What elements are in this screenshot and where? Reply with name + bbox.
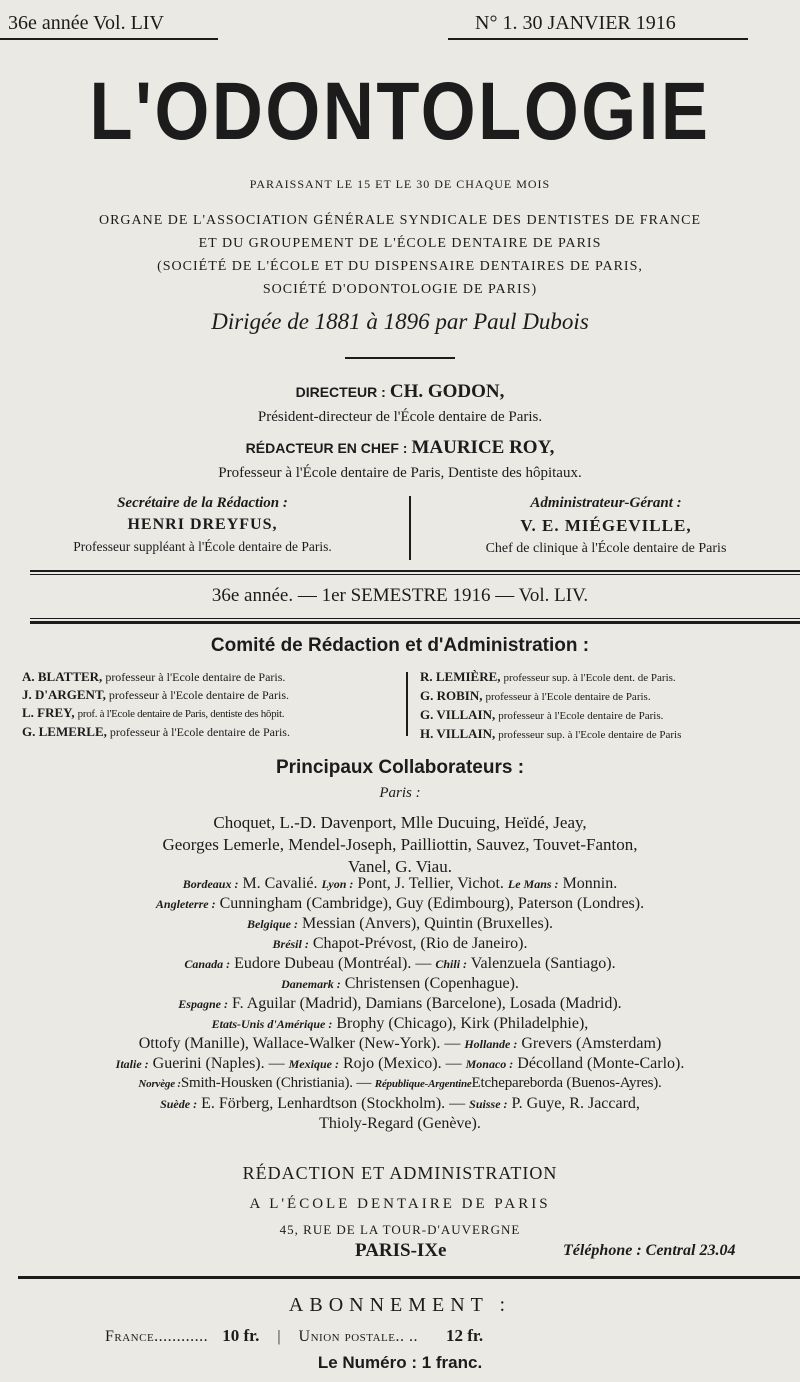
collab-line-angleterre: [0, 895, 800, 913]
comite-member-role: professeur à l'Ecole dentaire de Paris.: [108, 688, 289, 702]
collab-line-norvege: [0, 1075, 800, 1092]
organ-line-4: SOCIÉTÉ D'ODONTOLOGIE DE PARIS): [262, 282, 538, 297]
value-norvege: Smith-Housken (Christiania). —: [180, 1075, 372, 1091]
value-bordeaux: M. Cavalié.: [242, 875, 318, 892]
label-etats-unis: Etats-Unis d'Amérique :: [211, 1017, 333, 1031]
direction-divider: [409, 496, 411, 560]
comite-member-role: professeur à l'Ecole dentaire de Paris.: [485, 691, 651, 703]
comite-member: [22, 668, 290, 686]
label-belgique: Belgique :: [246, 917, 298, 931]
comite-member-role: professeur à l'Ecole dentaire de Paris.: [109, 725, 290, 739]
label-lyon: Lyon :: [321, 877, 354, 891]
redaction-address: 45, RUE DE LA TOUR-D'AUVERGNE: [279, 1222, 521, 1237]
comite-member-role: prof. à l'Ecole dentaire de Paris, dentiste des hôpit.: [77, 708, 285, 720]
label-italie: Italie :: [115, 1057, 149, 1071]
comite-member-name: G. LEMERLE,: [22, 724, 107, 739]
value-lyon: Pont, J. Tellier, Vichot.: [357, 875, 504, 892]
comite-member: [22, 686, 290, 704]
short-divider: [345, 357, 455, 359]
comite-member: [22, 704, 290, 723]
redaction-title: RÉDACTION ET ADMINISTRATION: [242, 1163, 558, 1183]
value-hollande: Grevers (Amsterdam): [521, 1035, 662, 1052]
collab-line-suisse-2: Thioly-Regard (Genève).: [319, 1115, 481, 1132]
value-angleterre: Cunningham (Cambridge), Guy (Edimbourg), Paterson (Londres).: [219, 895, 645, 912]
comite-title: Comité de Rédaction et d'Administration :: [210, 635, 590, 656]
collab-line-danemark: [0, 975, 800, 993]
abonnement-title: ABONNEMENT :: [288, 1294, 512, 1316]
divider-2b: [30, 621, 800, 624]
secretaire-label: Secrétaire de la Rédaction :: [117, 495, 288, 511]
value-etats-unis-2: Ottofy (Manille), Wallace-Walker (New-York). —: [138, 1035, 461, 1052]
comite-member-role: professeur sup. à l'Ecole dent. de Paris.: [503, 672, 676, 684]
france-price: 10 fr.: [222, 1326, 260, 1345]
value-suede: E. Förberg, Lenhardtson (Stockholm). —: [201, 1095, 466, 1112]
comite-member-name: J. D'ARGENT,: [22, 687, 106, 702]
comite-member-name: L. FREY,: [22, 705, 75, 720]
value-italie: Guerini (Naples). —: [152, 1055, 285, 1072]
comite-left: [22, 668, 290, 741]
frequency-line: PARAISSANT LE 15 ET LE 30 DE CHAQUE MOIS: [249, 177, 551, 191]
collab-line-hollande: [0, 1035, 800, 1053]
abonnement-prices: [105, 1326, 483, 1346]
collab-line-italie: [0, 1055, 800, 1073]
divider-2: [30, 618, 800, 619]
redaction-city: PARIS-IXe: [355, 1240, 447, 1261]
numero-price: Le Numéro : 1 franc.: [317, 1353, 483, 1372]
semestre-line: 36e année. — 1er SEMESTRE 1916 — Vol. LIV.: [211, 585, 589, 606]
label-bresil: Brésil :: [272, 937, 309, 951]
directeur-line: [0, 381, 800, 403]
administrateur-block: [412, 495, 800, 557]
label-argentine: République-Argentine: [374, 1078, 472, 1090]
comite-divider: [406, 672, 408, 736]
administrateur-name: V. E. MIÉGEVILLE,: [520, 516, 692, 535]
france-label: France............: [105, 1328, 209, 1345]
label-danemark: Danemark :: [281, 977, 341, 991]
comite-member: [420, 668, 681, 687]
comite-member-name: H. VILLAIN,: [420, 726, 496, 741]
comite-member-name: G. VILLAIN,: [420, 707, 496, 722]
comite-member-name: R. LEMIÈRE,: [420, 669, 501, 684]
journal-title: L'ODONTOLOGIE: [89, 66, 711, 157]
comite-member-role: professeur sup. à l'Ecole dentaire de Paris: [498, 729, 682, 741]
value-belgique: Messian (Anvers), Quintin (Bruxelles).: [301, 915, 554, 932]
value-argentine: Etchepareborda (Buenos-Ayres).: [471, 1075, 662, 1091]
price-separator: |: [277, 1328, 281, 1345]
comite-member: [420, 725, 681, 744]
divider-1: [30, 570, 800, 572]
administrateur-title: Chef de clinique à l'École dentaire de Paris: [485, 541, 727, 556]
comite-member: [420, 687, 681, 706]
redacteur-label: RÉDACTEUR EN CHEF :: [245, 440, 408, 456]
value-suisse: P. Guye, R. Jaccard,: [511, 1095, 640, 1112]
value-mexique: Rojo (Mexico). —: [342, 1055, 462, 1072]
organ-line-3: (SOCIÉTÉ DE L'ÉCOLE ET DU DISPENSAIRE DENTAIRES DE PARIS,: [157, 259, 643, 274]
collab-line-bresil: [0, 935, 800, 953]
label-suisse: Suisse :: [469, 1097, 508, 1111]
comite-member-name: G. ROBIN,: [420, 688, 483, 703]
collab-line-belgique: [0, 915, 800, 933]
redaction-telephone: Téléphone : Central 23.04: [563, 1242, 736, 1259]
label-angleterre: Angleterre :: [155, 897, 216, 911]
collab-line-etats-unis: [0, 1015, 800, 1033]
secretaire-name: HENRI DREYFUS,: [127, 516, 278, 533]
paris-line-2: Georges Lemerle, Mendel-Joseph, Pailliottin, Sauvez, Touvet-Fanton,: [162, 835, 638, 854]
directeur-label: DIRECTEUR :: [295, 384, 386, 400]
organ-line-1: ORGANE DE L'ASSOCIATION GÉNÉRALE SYNDICALE DES DENTISTES DE FRANCE: [98, 213, 702, 228]
comite-right: [420, 668, 681, 744]
label-norvege: Norvège :: [138, 1078, 181, 1090]
comite-member-role: professeur à l'Ecole dentaire de Paris.: [105, 670, 286, 684]
label-canada: Canada :: [184, 957, 231, 971]
header-underline-left: [0, 38, 218, 40]
redaction-school: A L'ÉCOLE DENTAIRE DE PARIS: [249, 1196, 551, 1212]
collab-line-canada: [0, 955, 800, 973]
value-monaco: Décolland (Monte-Carlo).: [517, 1055, 685, 1072]
comite-member-role: professeur à l'Ecole dentaire de Paris.: [498, 710, 664, 722]
issue-number-date: N° 1. 30 JANVIER 1916: [475, 12, 676, 34]
collab-line-espagne: [0, 995, 800, 1013]
value-le-mans: Monnin.: [562, 875, 618, 892]
organ-line-2: ET DU GROUPEMENT DE L'ÉCOLE DENTAIRE DE PARIS: [198, 236, 602, 251]
secretaire-block: [0, 495, 405, 555]
directeur-name: CH. GODON,: [389, 381, 505, 402]
label-hollande: Hollande :: [464, 1037, 518, 1051]
value-danemark: Christensen (Copenhague).: [344, 975, 519, 992]
collab-line-bordeaux: [0, 875, 800, 893]
redacteur-name: MAURICE ROY,: [411, 437, 555, 458]
header-underline-right: [448, 38, 748, 40]
divider-1b: [30, 574, 800, 575]
label-chili: Chili :: [435, 957, 468, 971]
administrateur-label: Administrateur-Gérant :: [530, 495, 682, 511]
dirigee-line: Dirigée de 1881 à 1896 par Paul Dubois: [211, 309, 589, 334]
collaborateurs-title: Principaux Collaborateurs :: [275, 757, 525, 778]
value-chili: Valenzuela (Santiago).: [470, 955, 616, 972]
paris-label: Paris :: [379, 785, 421, 801]
value-etats-unis: Brophy (Chicago), Kirk (Philadelphie),: [336, 1015, 589, 1032]
label-le-mans: Le Mans :: [507, 877, 559, 891]
label-monaco: Monaco :: [465, 1057, 514, 1071]
label-mexique: Mexique :: [288, 1057, 339, 1071]
union-postale-label: Union postale.. ..: [298, 1328, 418, 1345]
redacteur-line: [0, 437, 800, 459]
comite-member-name: A. BLATTER,: [22, 669, 103, 684]
label-espagne: Espagne :: [178, 997, 228, 1011]
year-volume: 36e année Vol. LIV: [8, 12, 164, 34]
paris-line-1: Choquet, L.-D. Davenport, Mlle Ducuing, Heïdé, Jeay,: [213, 813, 587, 832]
value-espagne: F. Aguilar (Madrid), Damians (Barcelone), Losada (Madrid).: [231, 995, 622, 1012]
label-suede: Suède :: [160, 1097, 198, 1111]
redacteur-title: Professeur à l'École dentaire de Paris, Dentiste des hôpitaux.: [218, 465, 582, 481]
directeur-title: Président-directeur de l'École dentaire de Paris.: [257, 409, 543, 425]
comite-member: [420, 706, 681, 725]
comite-member: [22, 723, 290, 741]
secretaire-title: Professeur suppléant à l'École dentaire de Paris.: [73, 539, 332, 554]
paris-line-3: Vanel, G. Viau.: [348, 857, 452, 876]
value-canada: Eudore Dubeau (Montréal). —: [234, 955, 432, 972]
collab-line-suede: [0, 1095, 800, 1113]
value-bresil: Chapot-Prévost, (Rio de Janeiro).: [312, 935, 528, 952]
union-postale-price: 12 fr.: [446, 1326, 484, 1345]
divider-3: [18, 1276, 800, 1279]
label-bordeaux: Bordeaux :: [182, 877, 239, 891]
